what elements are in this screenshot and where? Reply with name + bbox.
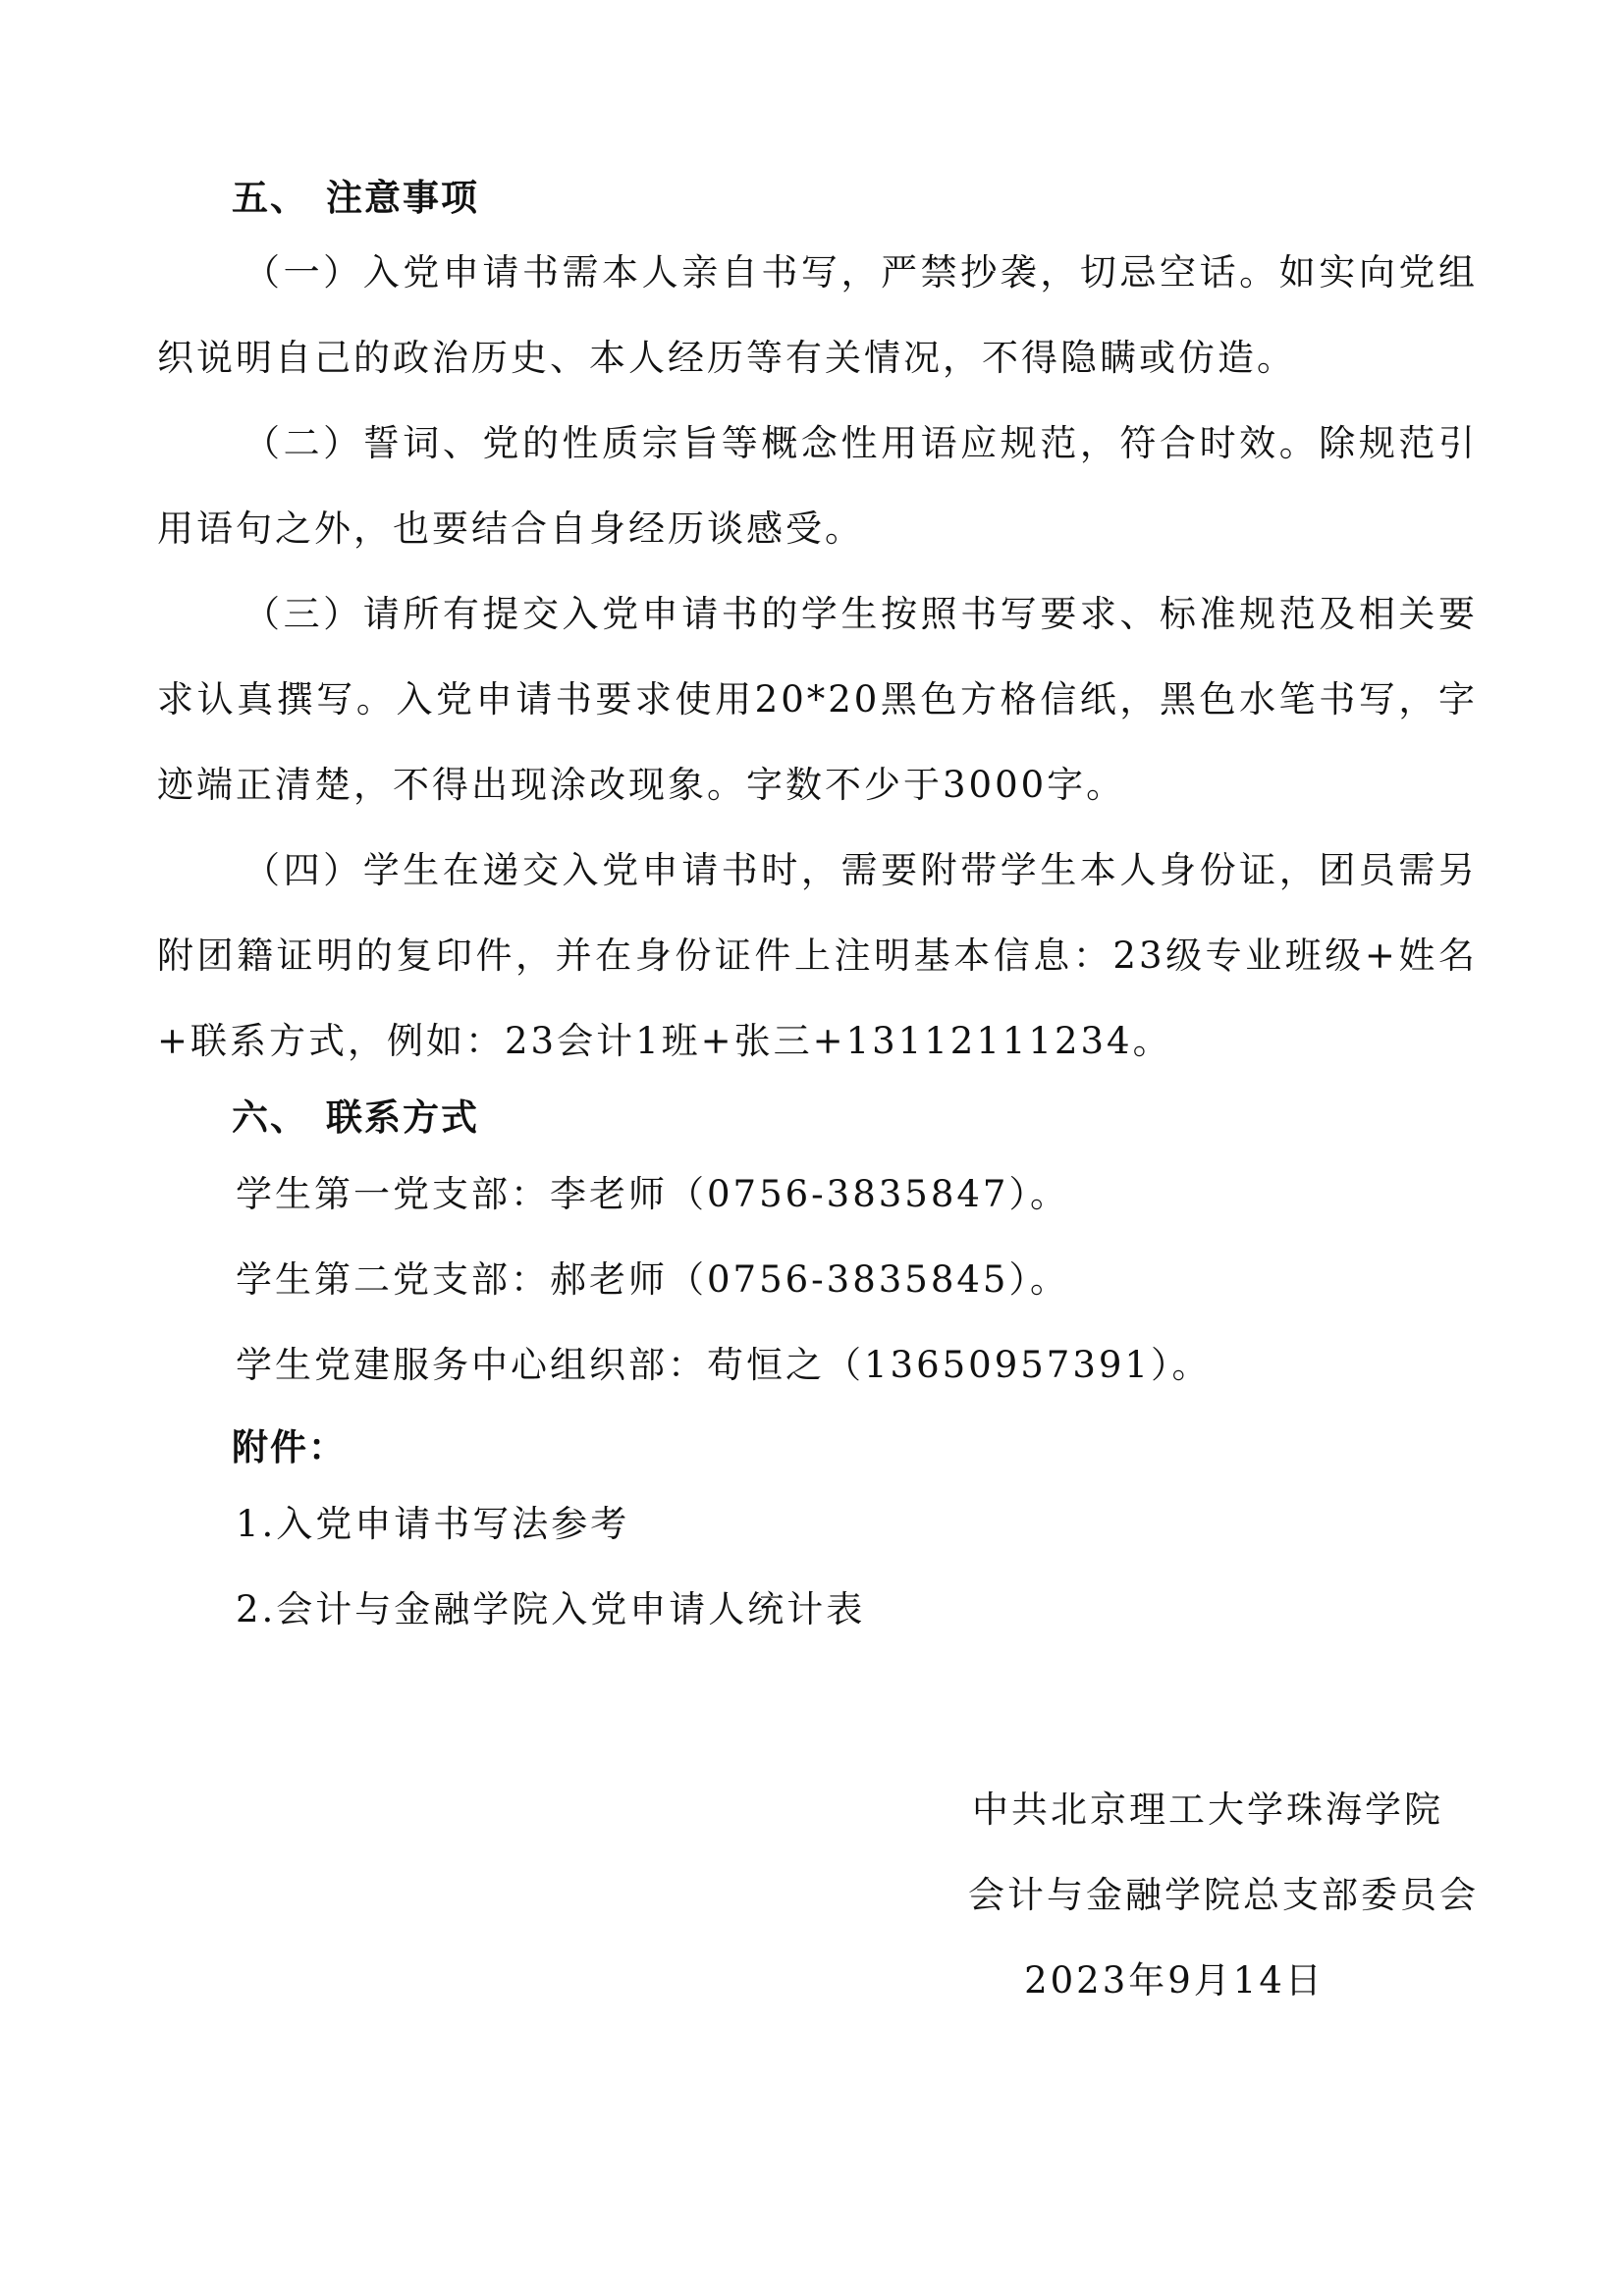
contact-service-center: 学生党建服务中心组织部：苟恒之（13650957391）。 [236, 1344, 1212, 1386]
attachments-heading: 附件： [232, 1426, 347, 1468]
signature-org-2: 会计与金融学院总支部委员会 [968, 1874, 1479, 1916]
section-5-title: 注意事项 [326, 177, 479, 219]
document-body [157, 162, 1478, 1652]
section-5-heading [157, 176, 1478, 220]
section-6-title: 联系方式 [326, 1096, 479, 1139]
attachment-item-1: 1.入党申请书写法参考 [236, 1503, 630, 1545]
notice-item-1: （一）入党申请书需本人亲自书写，严禁抄袭，切忌空话。如实向党组织说明自己的政治历史、本人经历等有关情况，不得隐瞒或仿造。 [157, 251, 1478, 379]
contact-branch-2: 学生第二党支部：郝老师（0756-3835845）。 [236, 1258, 1069, 1301]
notice-item-2: （二）誓词、党的性质宗旨等概念性用语应规范，符合时效。除规范引用语句之外，也要结合自身经历谈感受。 [157, 422, 1478, 550]
contact-branch-1: 学生第一党支部：李老师（0756-3835847）。 [236, 1173, 1069, 1215]
attachment-item-2: 2.会计与金融学院入党申请人统计表 [236, 1588, 866, 1630]
notice-item-3: （三）请所有提交入党申请书的学生按照书写要求、标准规范及相关要求认真撰写。入党申请书要求使用20*20黑色方格信纸，黑色水笔书写，字迹端正清楚，不得出现涂改现象。字数不少于3000字。 [157, 593, 1478, 806]
signature-date: 2023年9月14日 [1024, 1959, 1325, 2002]
section-6-number: 六、 [232, 1096, 308, 1139]
section-6-heading [157, 1095, 1478, 1140]
notice-item-4: （四）学生在递交入党申请书时，需要附带学生本人身份证，团员需另附团籍证明的复印件，并在身份证件上注明基本信息：23级专业班级+姓名+联系方式，例如：23会计1班+张三+13112111234。 [157, 849, 1478, 1062]
section-5-number: 五、 [232, 177, 308, 219]
signature-block [968, 1767, 1479, 2023]
signature-org-1: 中共北京理工大学珠海学院 [972, 1789, 1443, 1831]
